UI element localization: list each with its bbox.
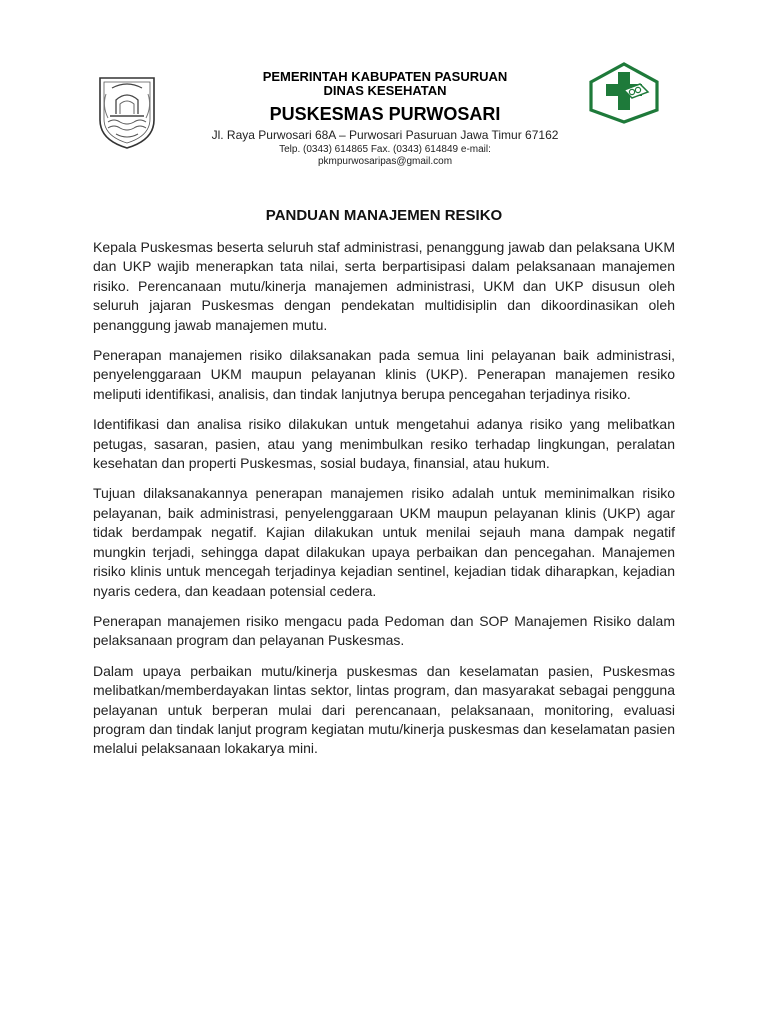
document-body: [93, 238, 675, 770]
paragraph: Kepala Puskesmas beserta seluruh staf administrasi, penanggung jawab dan pelaksana UKM dan UKP wajib menerapkan tata nilai, serta berpartisipasi dalam pelaksanaan manajemen risiko. Perencanaan mutu/kinerja manajemen administrasi, UKM dan UKP disusun oleh seluruh jajaran Puskesmas dengan pendekatan multidisiplin dan dikoordinasikan oleh penanggung jawab manajemen mutu.: [93, 239, 675, 333]
paragraph: Identifikasi dan analisa risiko dilakukan untuk mengetahui adanya risiko yang melibatkan petugas, sasaran, pasien, atau yang menimbulkan resiko terhadap lingkungan, peralatan kesehatan dan properti Puskesmas, sosial budaya, finansial, atau hukum.: [93, 416, 675, 472]
paragraph: Penerapan manajemen risiko dilaksanakan pada semua lini pelayanan baik administrasi, penyelenggaraan UKM maupun pelayanan klinis (UKP). Penerapan manajemen resiko meliputi identifikasi, analisis, dan tindak lanjutnya berupa pencegahan terjadinya risiko.: [93, 347, 675, 402]
letterhead: [175, 70, 595, 168]
department-name: DINAS KESEHATAN: [323, 83, 447, 98]
paragraph: Tujuan dilaksanakannya penerapan manajemen risiko adalah untuk meminimalkan risiko pelayanan, baik administrasi, penyelenggaraan UKM maupun pelayanan klinis (UKP) agar tidak berdampak negatif. Kajian dilakukan untuk menilai sejauh mana dampak negatif mungkin terjadi, sehingga dapat dilakukan upaya perbaikan dan pencegahan. Manajemen risiko klinis untuk mencegah terjadinya kejadian sentinel, kejadian tidak diharapkan, kejadian nyaris cedera, dan keadaan potensial cedera.: [93, 485, 675, 599]
paragraph: Dalam upaya perbaikan mutu/kinerja puskesmas dan keselamatan pasien, Puskesmas melibatkan/memberdayakan lintas sektor, lintas program, dan masyarakat sebagai pengguna pelayanan untuk berperan mulai dari perencanaan, pelaksanaan, monitoring, evaluasi program dan tindak lanjut program kegiatan mutu/kinerja puskesmas dan keselamatan pasien melalui pelaksanaan lokakarya mini.: [93, 662, 675, 757]
document-title: PANDUAN MANAJEMEN RESIKO: [265, 207, 503, 224]
paragraph: Penerapan manajemen risiko mengacu pada Pedoman dan SOP Manajemen Risiko dalam pelaksanaan program dan pelayanan Puskesmas.: [93, 612, 675, 649]
government-name: PEMERINTAH KABUPATEN PASURUAN: [262, 69, 508, 84]
institution-name: PUSKESMAS PURWOSARI: [269, 104, 501, 124]
regency-crest-icon: [94, 74, 160, 150]
health-cross-icon: [588, 62, 660, 124]
contact-line: Telp. (0343) 614865 Fax. (0343) 614849 e-mail: pkmpurwosaripas@gmail.com: [279, 144, 491, 167]
address-line: Jl. Raya Purwosari 68A – Purwosari Pasuruan Jawa Timur 67162: [211, 128, 559, 142]
